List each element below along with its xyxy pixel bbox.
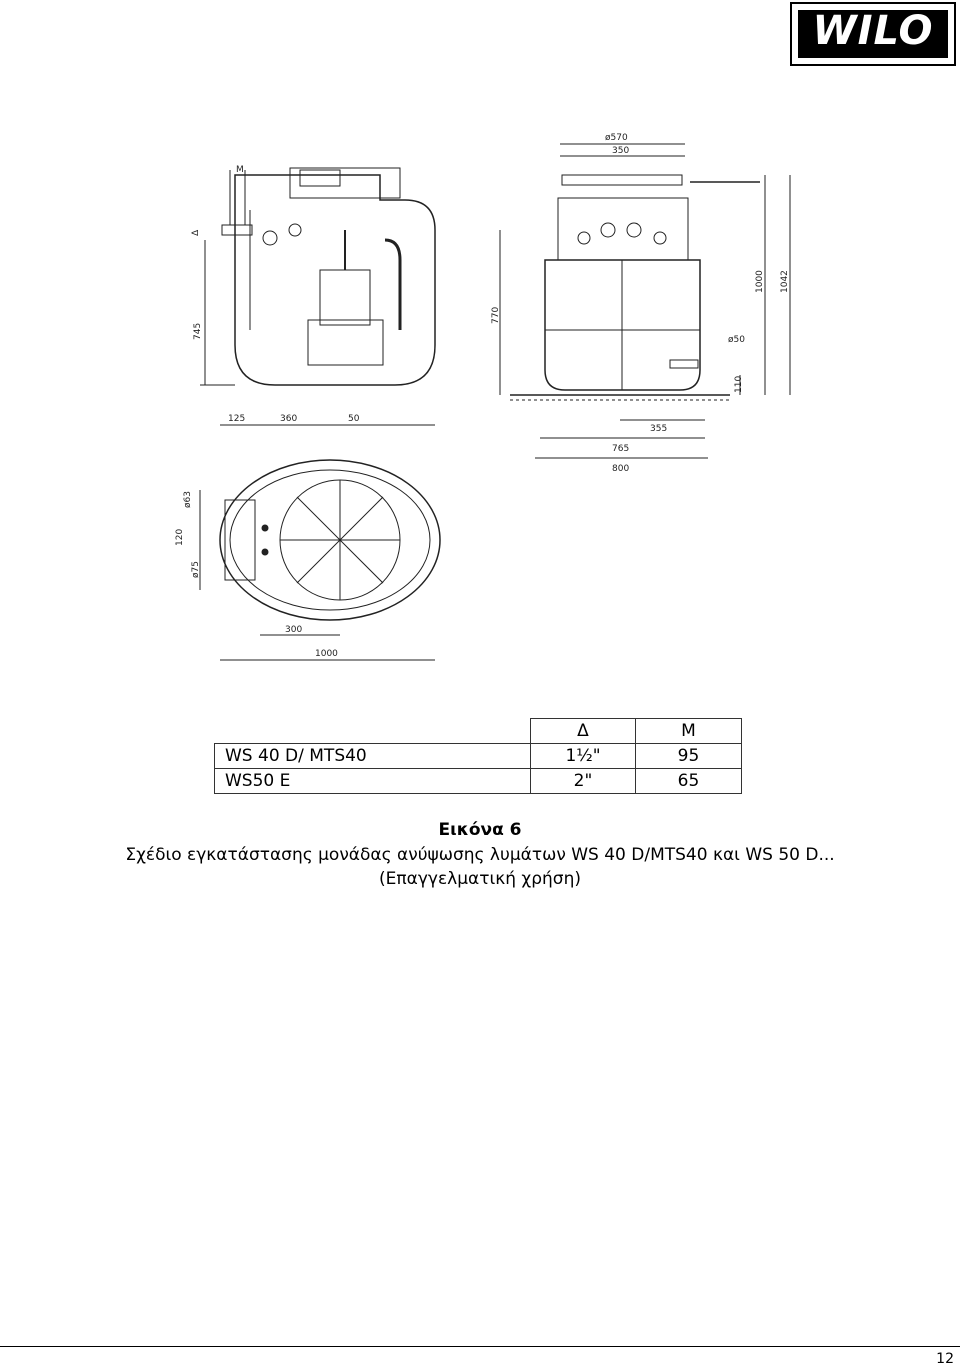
table-cell-model: WS50 E — [215, 769, 531, 794]
dim-125: 125 — [228, 414, 246, 424]
dim-50: 50 — [348, 414, 360, 424]
dim-d50: ø50 — [728, 335, 745, 345]
side-view — [200, 168, 435, 385]
dim-d75: ø75 — [191, 561, 201, 578]
table-header-cell: M — [636, 719, 742, 744]
dim-350: 350 — [612, 146, 630, 156]
dim-delta: Δ — [191, 229, 201, 236]
figure-caption-line2: (Επαγγελματική χρήση) — [379, 869, 581, 889]
table-cell-delta: 2" — [531, 769, 636, 794]
dim-1000: 1000 — [755, 270, 765, 293]
dim-770: 770 — [491, 306, 501, 324]
dim-1042: 1042 — [780, 270, 790, 293]
dim-d570: ø570 — [605, 133, 628, 143]
dim-765: 765 — [612, 444, 630, 454]
dim-120: 120 — [175, 528, 185, 546]
table-row — [215, 744, 742, 769]
technical-drawing — [160, 120, 810, 670]
top-view — [200, 425, 440, 660]
table-header-row — [215, 719, 742, 744]
figure-title: Εικόνα 6 — [438, 820, 522, 840]
dim-300: 300 — [285, 625, 303, 635]
dim-m: M — [236, 165, 244, 175]
table-row — [215, 769, 742, 794]
table-header-cell: Δ — [531, 719, 636, 744]
page-number: 12 — [936, 1351, 954, 1367]
dim-800: 800 — [612, 464, 630, 474]
table-cell-delta: 1½" — [531, 744, 636, 769]
footer-divider — [0, 1346, 960, 1347]
front-view — [500, 144, 790, 458]
wilo-logo — [790, 2, 956, 66]
table-cell-model: WS 40 D/ MTS40 — [215, 744, 531, 769]
table-cell-m: 95 — [636, 744, 742, 769]
dim-d63: ø63 — [183, 491, 193, 508]
table-cell-m: 65 — [636, 769, 742, 794]
table-header-cell — [215, 719, 531, 744]
dim-360: 360 — [280, 414, 298, 424]
figure-caption-line1: Σχέδιο εγκατάστασης μονάδας ανύψωσης λυμάτων WS 40 D/MTS40 και WS 50 D... — [125, 845, 835, 865]
spec-table — [214, 718, 742, 794]
dim-1000-top: 1000 — [315, 649, 338, 659]
dim-355: 355 — [650, 424, 668, 434]
dim-110: 110 — [734, 375, 744, 393]
dim-745: 745 — [193, 322, 203, 340]
logo-text: WILO — [812, 8, 934, 54]
